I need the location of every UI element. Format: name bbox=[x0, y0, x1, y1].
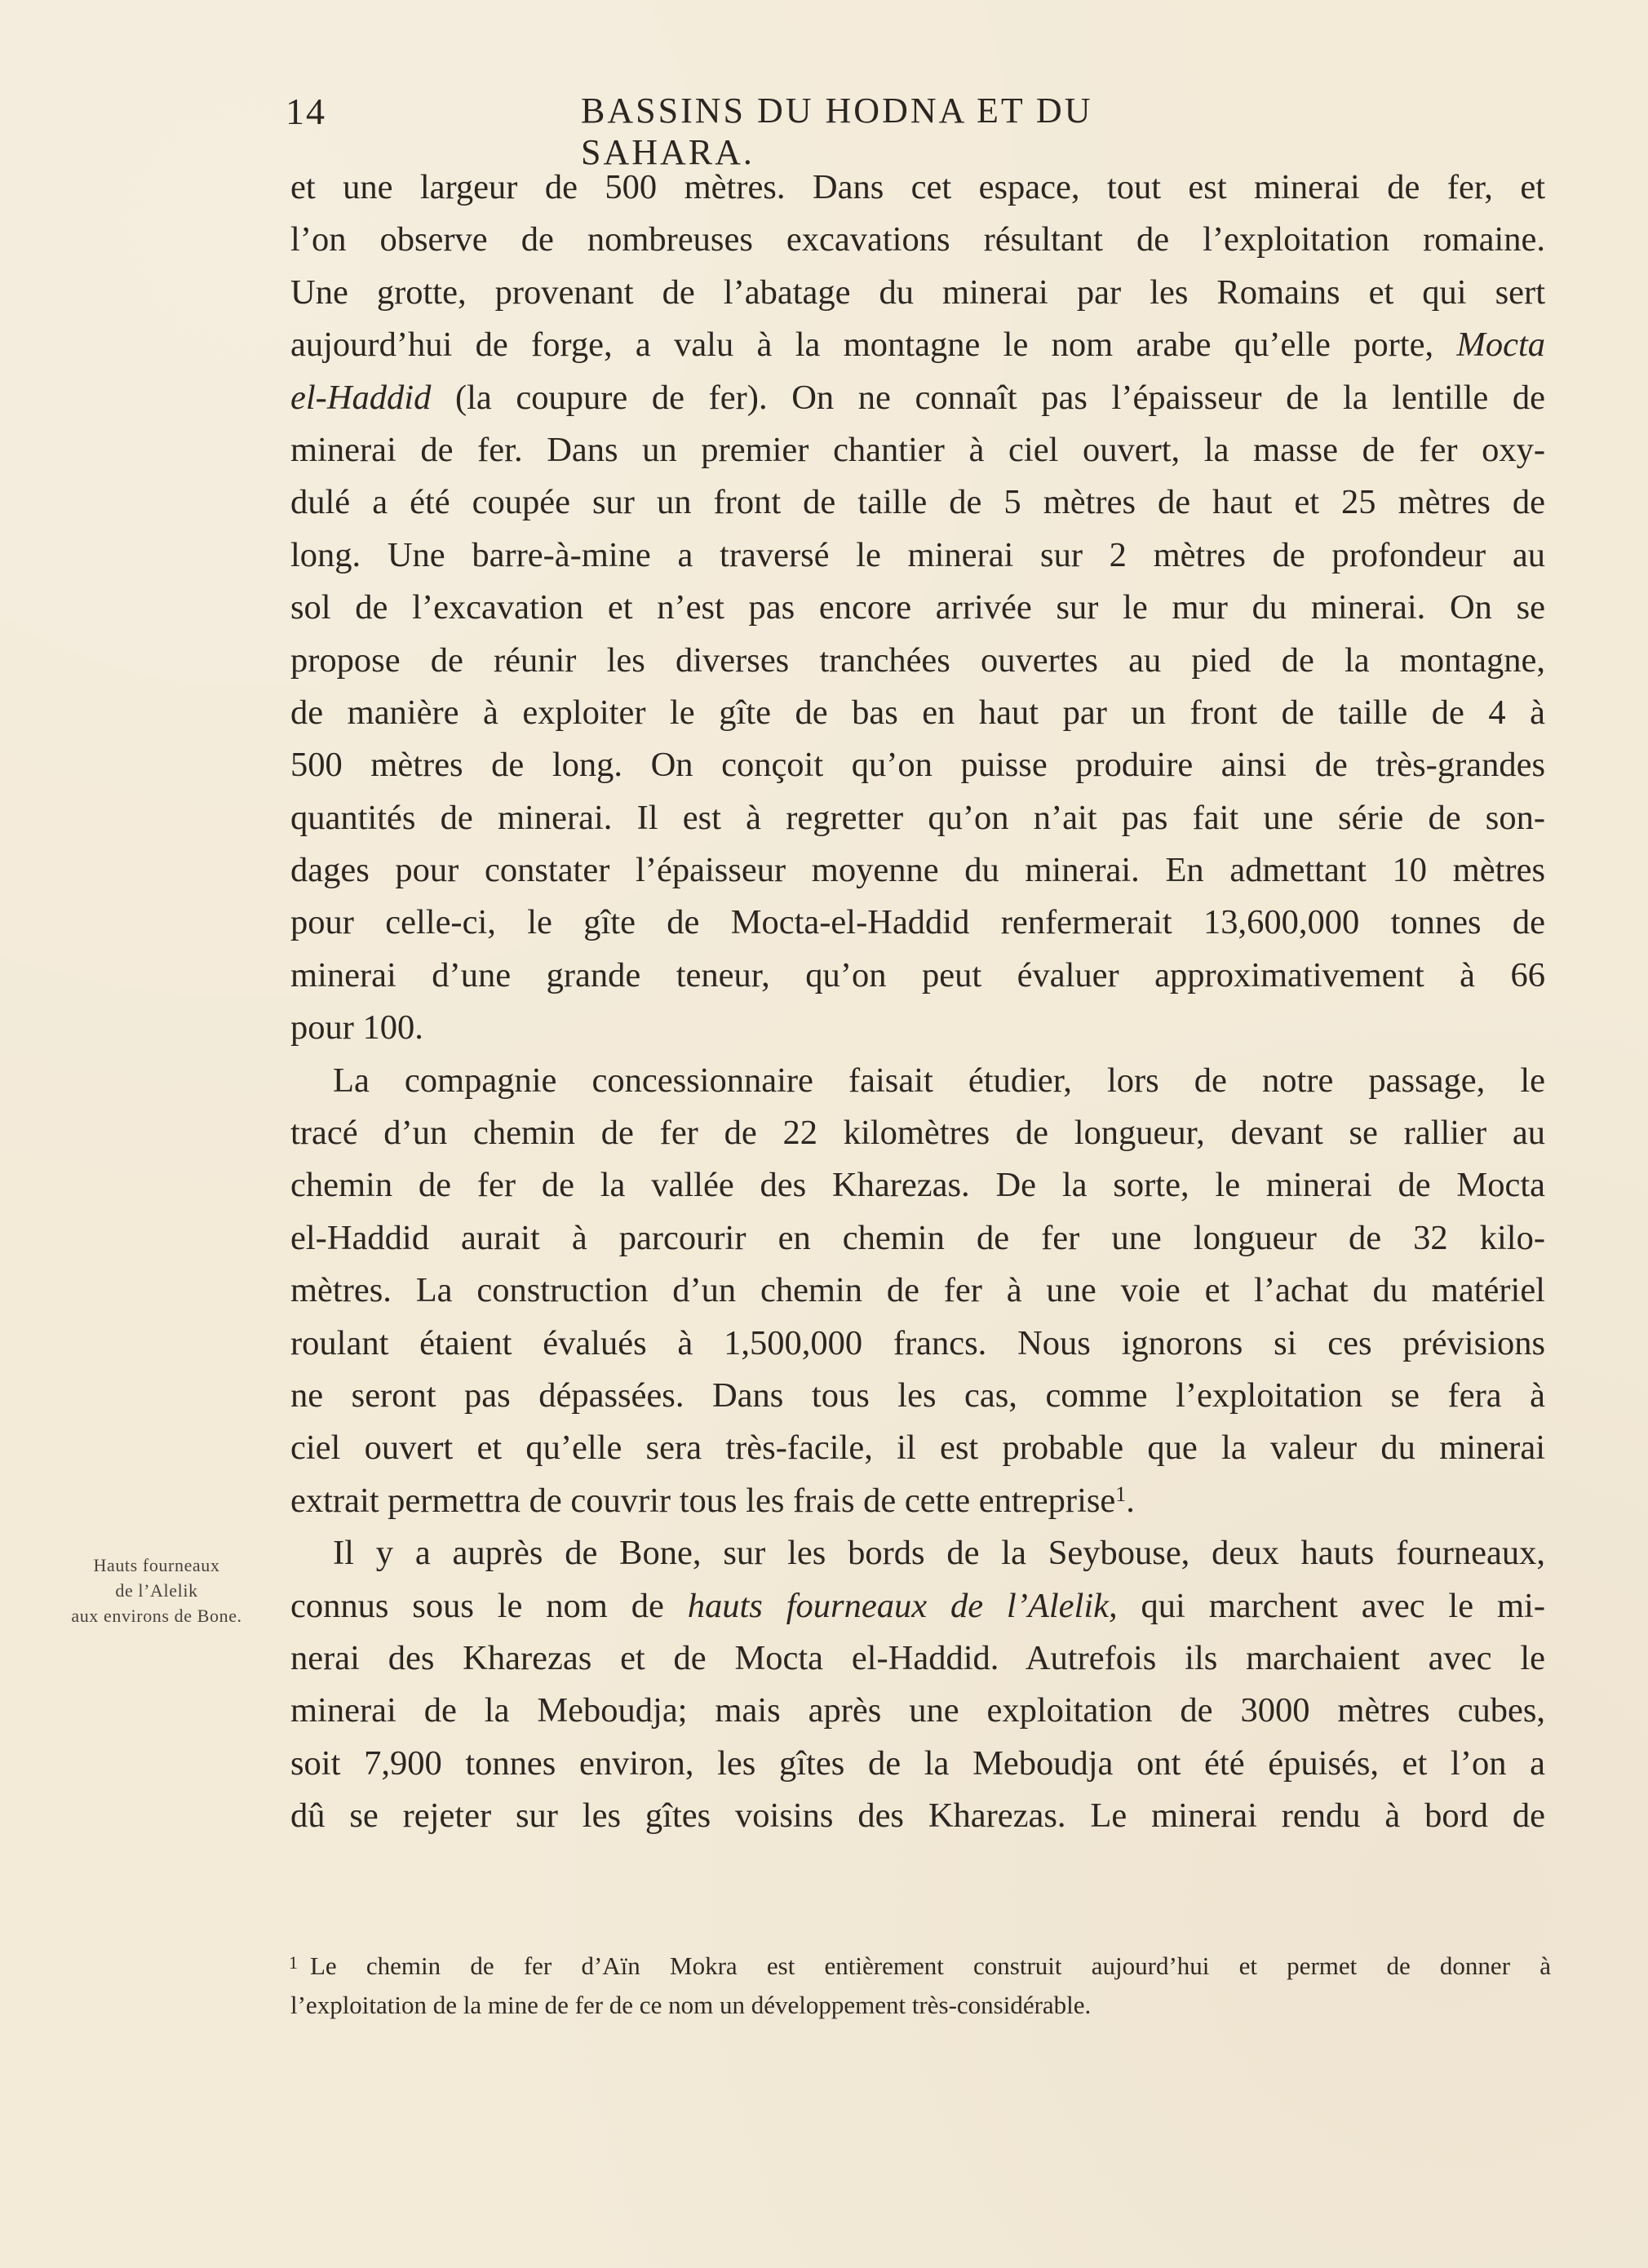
text-line: minerai de fer. Dans un premier chantier à ciel ouvert, la masse de fer oxy- bbox=[290, 430, 1545, 469]
text-fragment: . bbox=[1126, 1481, 1135, 1520]
footnote-mark: 1 bbox=[289, 1952, 298, 1973]
text-line: el-Haddid aurait à parcourir en chemin de fer une longueur de 32 kilo- bbox=[290, 1218, 1545, 1257]
text-line: chemin de fer de la vallée des Kharezas. De la sorte, le minerai de Mocta bbox=[290, 1166, 1545, 1205]
text-line: de manière à exploiter le gîte de bas en haut par un front de taille de 4 à bbox=[290, 693, 1545, 732]
text-line: et une largeur de 500 mètres. Dans cet espace, tout est minerai de fer, et bbox=[290, 168, 1545, 206]
text-line bbox=[290, 372, 1545, 424]
page-header bbox=[286, 90, 1232, 172]
text-fragment: qui marchent avec le mi- bbox=[1117, 1586, 1546, 1625]
text-line: pour 100. bbox=[290, 1008, 423, 1048]
italic-text: Mocta bbox=[1456, 326, 1545, 365]
text-line bbox=[290, 1475, 1545, 1527]
text-line: roulant étaient évalués à 1,500,000 francs. Nous ignorons si ces prévisions bbox=[290, 1323, 1545, 1362]
text-line: 500 mètres de long. On conçoit qu’on puisse produire ainsi de très-grandes bbox=[290, 746, 1545, 785]
text-line: soit 7,900 tonnes environ, les gîtes de la Meboudja ont été épuisés, et l’on a bbox=[290, 1743, 1545, 1783]
text-line: ciel ouvert et qu’elle sera très-facile, il est probable que la valeur du minerai bbox=[290, 1429, 1545, 1468]
text-line: minerai de la Meboudja; mais après une exploitation de 3000 mètres cubes, bbox=[290, 1691, 1545, 1730]
text-fragment: connus sous le nom de bbox=[290, 1586, 688, 1625]
margin-note bbox=[70, 1553, 243, 1628]
footnote-line: l’exploitation de la mine de fer de ce nom un développement très-considérable. bbox=[290, 1991, 1092, 2019]
margin-note-line: Hauts fourneaux bbox=[93, 1555, 220, 1575]
text-line bbox=[290, 319, 1545, 371]
text-line: mètres. La construction d’un chemin de fer à une voie et l’achat du matériel bbox=[290, 1271, 1545, 1310]
footnote-reference[interactable]: 1 bbox=[1115, 1482, 1127, 1506]
text-line: sol de l’excavation et n’est pas encore arrivée sur le mur du minerai. On se bbox=[290, 588, 1545, 627]
text-line: ne seront pas dépassées. Dans tous les cas, comme l’exploitation se fera à bbox=[290, 1375, 1545, 1415]
text-fragment: extrait permettra de couvrir tous les frais de cette entreprise bbox=[290, 1481, 1116, 1520]
text-line: l’on observe de nombreuses excavations résultant de l’exploitation romaine. bbox=[290, 220, 1545, 259]
text-line: La compagnie concessionnaire faisait étudier, lors de notre passage, le bbox=[333, 1061, 1545, 1100]
running-title: BASSINS DU HODNA ET DU SAHARA. bbox=[581, 91, 1093, 172]
text-line: quantités de minerai. Il est à regretter qu’on n’ait pas fait une série de son- bbox=[290, 798, 1545, 837]
margin-note-line: aux environs de Bone. bbox=[71, 1606, 242, 1626]
text-fragment: aujourd’hui de forge, a valu à la montagne le nom arabe qu’elle porte, bbox=[290, 326, 1457, 365]
text-line: nerai des Kharezas et de Mocta el-Haddid. Autrefois ils marchaient avec le bbox=[290, 1638, 1545, 1677]
page-number: 14 bbox=[286, 91, 326, 132]
text-line: pour celle-ci, le gîte de Mocta-el-Haddid renfermerait 13,600,000 tonnes de bbox=[290, 903, 1545, 942]
text-line: long. Une barre-à-mine a traversé le minerai sur 2 mètres de profondeur au bbox=[290, 535, 1545, 574]
italic-text: hauts fourneaux de l’Alelik, bbox=[687, 1586, 1118, 1625]
footnote-line: Le chemin de fer d’Aïn Mokra est entièrement construit aujourd’hui et permet de donner à bbox=[310, 1951, 1551, 1980]
text-line: tracé d’un chemin de fer de 22 kilomètres de longueur, devant se rallier au bbox=[290, 1114, 1545, 1153]
footnote bbox=[290, 1947, 1551, 2025]
italic-text: el-Haddid bbox=[290, 378, 432, 417]
text-line: propose de réunir les diverses tranchées ouvertes au pied de la montagne, bbox=[290, 640, 1545, 680]
text-line: dulé a été coupée sur un front de taille de 5 mètres de haut et 25 mètres de bbox=[290, 483, 1545, 522]
text-line: minerai d’une grande teneur, qu’on peut évaluer approximativement à 66 bbox=[290, 955, 1545, 994]
text-line: dû se rejeter sur les gîtes voisins des Kharezas. Le minerai rendu à bord de bbox=[290, 1796, 1545, 1836]
margin-note-line: de l’Alelik bbox=[115, 1580, 198, 1601]
text-fragment: (la coupure de fer). On ne connaît pas l’épaisseur de la lentille de bbox=[431, 378, 1545, 417]
text-line bbox=[290, 1580, 1545, 1632]
main-text bbox=[290, 162, 1545, 1843]
text-line: Une grotte, provenant de l’abatage du minerai par les Romains et qui sert bbox=[290, 272, 1545, 312]
text-line: dages pour constater l’épaisseur moyenne du minerai. En admettant 10 mètres bbox=[290, 851, 1545, 890]
text-line: Il y a auprès de Bone, sur les bords de la Seybouse, deux hauts fourneaux, bbox=[333, 1534, 1545, 1573]
